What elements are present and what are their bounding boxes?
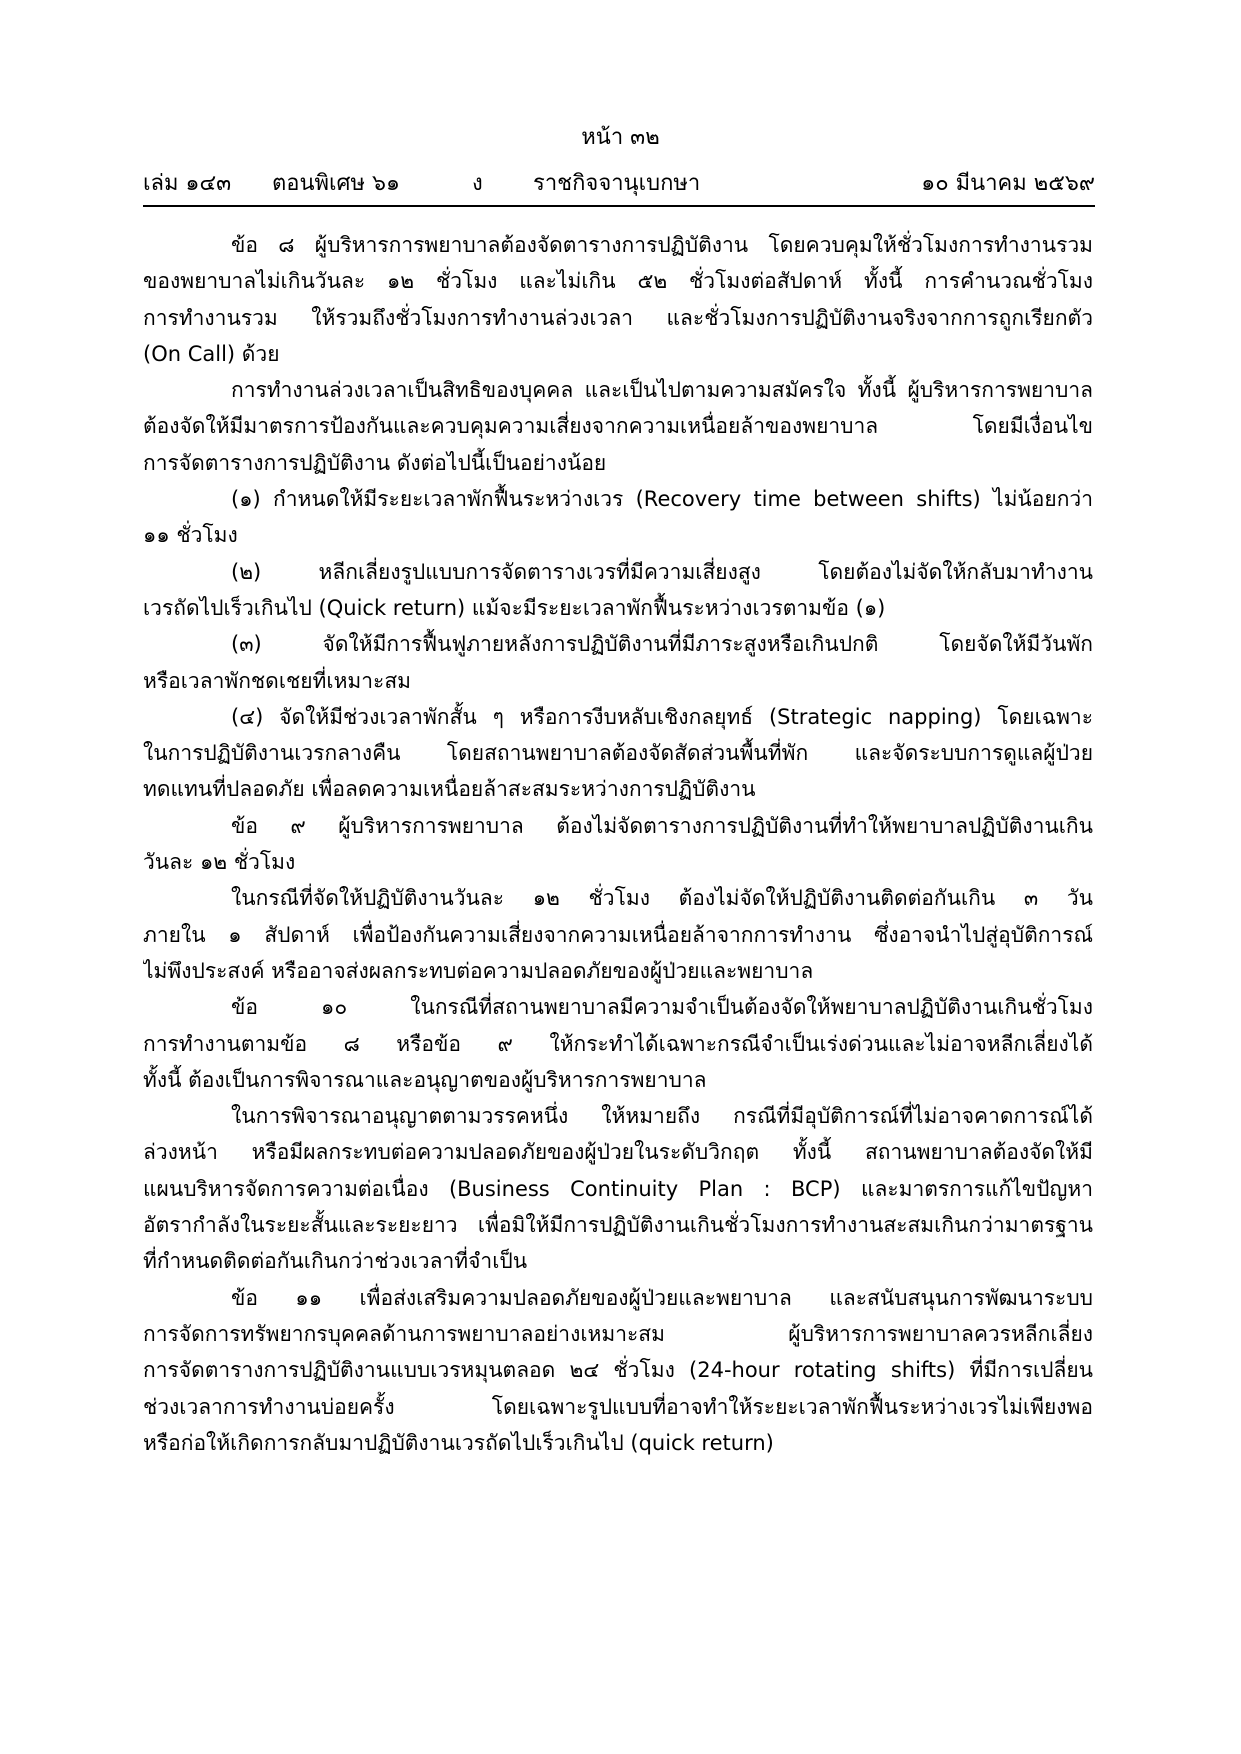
body-line: ๑๑ ชั่วโมง [143, 523, 238, 548]
body-line: (๔) จัดให้มีช่วงเวลาพักสั้น ๆ หรือการงีบหลับเชิงกลยุทธ์ (Strategic napping) โดยเฉพาะ [231, 704, 1093, 729]
body-line: ช่วงเวลาการทำงานบ่อยครั้ง โดยเฉพาะรูปแบบที่อาจทำให้ระยะเวลาพักฟื้นระหว่างเวรไม่เพียงพอ [143, 1394, 1093, 1419]
publication-date: ๑๐ มีนาคม ๒๕๖๙ [921, 171, 1095, 196]
page-number: หน้า ๓๒ [581, 125, 660, 150]
body-line: การทำงานตามข้อ ๘ หรือข้อ ๙ ให้กระทำได้เฉพาะกรณีจำเป็นเร่งด่วนและไม่อาจหลีกเลี่ยงได้ [143, 1031, 1093, 1056]
body-line: วันละ ๑๒ ชั่วโมง [143, 850, 296, 875]
body-line: อัตรากำลังในระยะสั้นและระยะยาว เพื่อมิให้มีการปฏิบัติงานเกินชั่วโมงการทำงานสะสมเกินกว่ามาตรฐาน [143, 1213, 1093, 1238]
body-line: ในกรณีที่จัดให้ปฏิบัติงานวันละ ๑๒ ชั่วโมง ต้องไม่จัดให้ปฏิบัติงานติดต่อกันเกิน ๓ วัน [231, 886, 1093, 911]
body-line: (๑) กำหนดให้มีระยะเวลาพักฟื้นระหว่างเวร (Recovery time between shifts) ไม่น้อยกว่า [231, 487, 1093, 512]
gazette-name: ราชกิจจานุเบกษา [533, 171, 701, 196]
body-line: การจัดการทรัพยากรบุคคลด้านการพยาบาลอย่างเหมาะสม ผู้บริหารการพยาบาลควรหลีกเลี่ยง [143, 1321, 1093, 1346]
body-line: ที่กำหนดติดต่อกันเกินกว่าช่วงเวลาที่จำเป็น [143, 1249, 528, 1274]
volume-label: เล่ม ๑๔๓ [143, 171, 232, 196]
body-line: หรือก่อให้เกิดการกลับมาปฏิบัติงานเวรถัดไปเร็วเกินไป (quick return) [143, 1430, 774, 1455]
body-line: (On Call) ด้วย [143, 341, 280, 366]
body-line: ข้อ ๙ ผู้บริหารการพยาบาล ต้องไม่จัดตารางการปฏิบัติงานที่ทำให้พยาบาลปฏิบัติงานเกิน [231, 813, 1093, 838]
body-line: (๓) จัดให้มีการฟื้นฟูภายหลังการปฏิบัติงานที่มีภาระสูงหรือเกินปกติ โดยจัดให้มีวันพัก [231, 632, 1093, 657]
body-line: ข้อ ๑๐ ในกรณีที่สถานพยาบาลมีความจำเป็นต้องจัดให้พยาบาลปฏิบัติงานเกินชั่วโมง [231, 995, 1093, 1020]
body-line: ต้องจัดให้มีมาตรการป้องกันและควบคุมความเสี่ยงจากความเหนื่อยล้าของพยาบาล โดยมีเงื่อนไข [143, 414, 1093, 439]
body-line: หรือเวลาพักชดเชยที่เหมาะสม [143, 668, 411, 693]
document-body [143, 227, 1093, 1461]
body-line: การทำงานรวม ให้รวมถึงชั่วโมงการทำงานล่วงเวลา และชั่วโมงการปฏิบัติงานจริงจากการถูกเรียกตัว [143, 305, 1093, 330]
body-line: เวรถัดไปเร็วเกินไป (Quick return) แม้จะมีระยะเวลาพักฟื้นระหว่างเวรตามข้อ (๑) [143, 595, 886, 620]
body-line: ไม่พึงประสงค์ หรืออาจส่งผลกระทบต่อความปลอดภัยของผู้ป่วยและพยาบาล [143, 958, 814, 983]
body-line: ล่วงหน้า หรือมีผลกระทบต่อความปลอดภัยของผู้ป่วยในระดับวิกฤต ทั้งนี้ สถานพยาบาลต้องจัดให้มี [143, 1140, 1093, 1165]
body-line: การจัดตารางการปฏิบัติงานแบบเวรหมุนตลอด ๒๔ ชั่วโมง (24-hour rotating shifts) ที่มีการเปลี่ยน [143, 1358, 1093, 1383]
body-line: แผนบริหารจัดการความต่อเนื่อง (Business Continuity Plan : BCP) และมาตรการแก้ไขปัญหา [143, 1176, 1093, 1201]
body-line: ทดแทนที่ปลอดภัย เพื่อลดความเหนื่อยล้าสะสมระหว่างการปฏิบัติงาน [143, 777, 756, 802]
body-line: ในการพิจารณาอนุญาตตามวรรคหนึ่ง ให้หมายถึง กรณีที่มีอุบัติการณ์ที่ไม่อาจคาดการณ์ได้ [231, 1104, 1093, 1129]
body-line: ในการปฏิบัติงานเวรกลางคืน โดยสถานพยาบาลต้องจัดสัดส่วนพื้นที่พัก และจัดระบบการดูแลผู้ป่วย [143, 741, 1093, 766]
issue-label: ตอนพิเศษ ๖๑ [272, 171, 400, 196]
header-divider [143, 205, 1095, 207]
body-line: การจัดตารางการปฏิบัติงาน ดังต่อไปนี้เป็นอย่างน้อย [143, 450, 607, 475]
body-line: ของพยาบาลไม่เกินวันละ ๑๒ ชั่วโมง และไม่เกิน ๕๒ ชั่วโมงต่อสัปดาห์ ทั้งนี้ การคำนวณชั่วโมง [143, 269, 1093, 294]
body-line: การทำงานล่วงเวลาเป็นสิทธิของบุคคล และเป็นไปตามความสมัครใจ ทั้งนี้ ผู้บริหารการพยาบาล [231, 378, 1093, 403]
body-line: ทั้งนี้ ต้องเป็นการพิจารณาและอนุญาตของผู้บริหารการพยาบาล [143, 1067, 707, 1092]
body-line: ภายใน ๑ สัปดาห์ เพื่อป้องกันความเสี่ยงจากความเหนื่อยล้าจากการทำงาน ซึ่งอาจนำไปสู่อุบัติการณ์ [143, 922, 1093, 947]
body-line: ข้อ ๘ ผู้บริหารการพยาบาลต้องจัดตารางการปฏิบัติงาน โดยควบคุมให้ชั่วโมงการทำงานรวม [231, 233, 1093, 257]
section-label: ง [472, 171, 483, 196]
body-line: ข้อ ๑๑ เพื่อส่งเสริมความปลอดภัยของผู้ป่วยและพยาบาล และสนับสนุนการพัฒนาระบบ [231, 1285, 1093, 1310]
body-line: (๒) หลีกเลี่ยงรูปแบบการจัดตารางเวรที่มีความเสี่ยงสูง โดยต้องไม่จัดให้กลับมาทำงาน [231, 559, 1093, 584]
